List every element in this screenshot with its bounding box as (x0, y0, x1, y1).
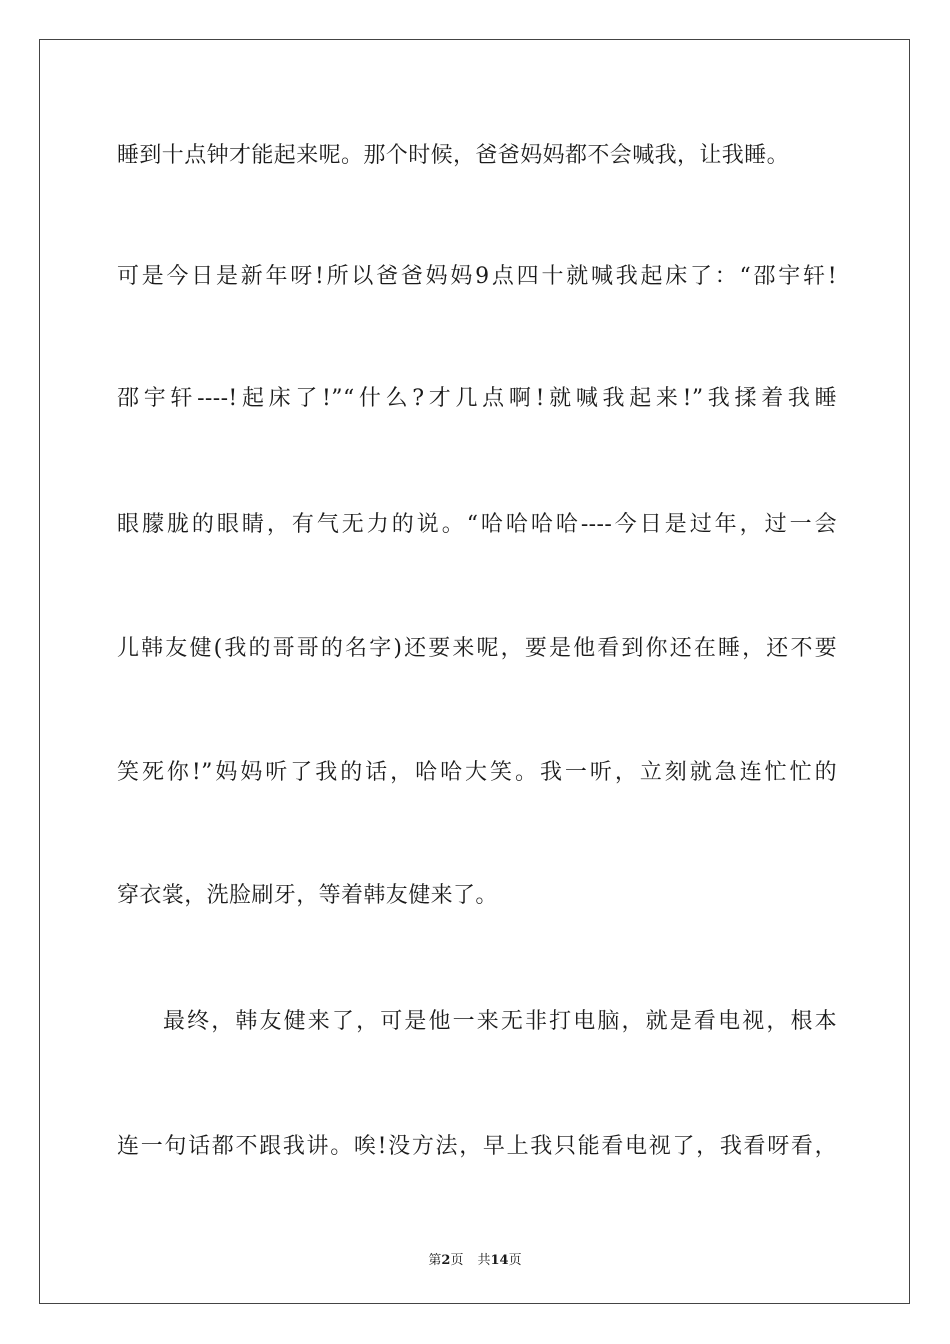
text-line-9: 连一句话都不跟我讲。唉!没方法，早上我只能看电视了，我看呀看， (117, 1134, 837, 1159)
text-line-7: 穿衣裳，洗脸刷牙，等着韩友健来了。 (117, 883, 498, 908)
page-border (39, 39, 910, 1304)
page-number: 2 (441, 1253, 451, 1268)
text-line-2: 可是今日是新年呀!所以爸爸妈妈9点四十就喊我起床了：“邵宇轩! (117, 264, 837, 289)
text-line-5: 儿韩友健(我的哥哥的名字)还要来呢，要是他看到你还在睡，还不要 (117, 636, 837, 661)
page-prefix: 第 (428, 1253, 442, 1268)
text-line-3: 邵宇轩----!起床了!”“什么?才几点啊!就喊我起来!”我揉着我睡 (117, 386, 837, 411)
text-line-4: 眼朦胧的眼睛，有气无力的说。“哈哈哈哈----今日是过年，过一会 (117, 512, 837, 537)
page-suffix: 页 (450, 1253, 464, 1268)
total-prefix: 共 (477, 1253, 491, 1268)
page-footer (0, 1249, 950, 1268)
total-pages: 14 (490, 1253, 509, 1268)
text-line-1: 睡到十点钟才能起来呢。那个时候，爸爸妈妈都不会喊我，让我睡。 (117, 143, 790, 168)
text-line-8-paragraph-start: 最终，韩友健来了，可是他一来无非打电脑，就是看电视，根本 (163, 1009, 837, 1034)
text-line-6: 笑死你!”妈妈听了我的话，哈哈大笑。我一听，立刻就急连忙忙的 (117, 760, 837, 785)
total-suffix: 页 (508, 1253, 522, 1268)
